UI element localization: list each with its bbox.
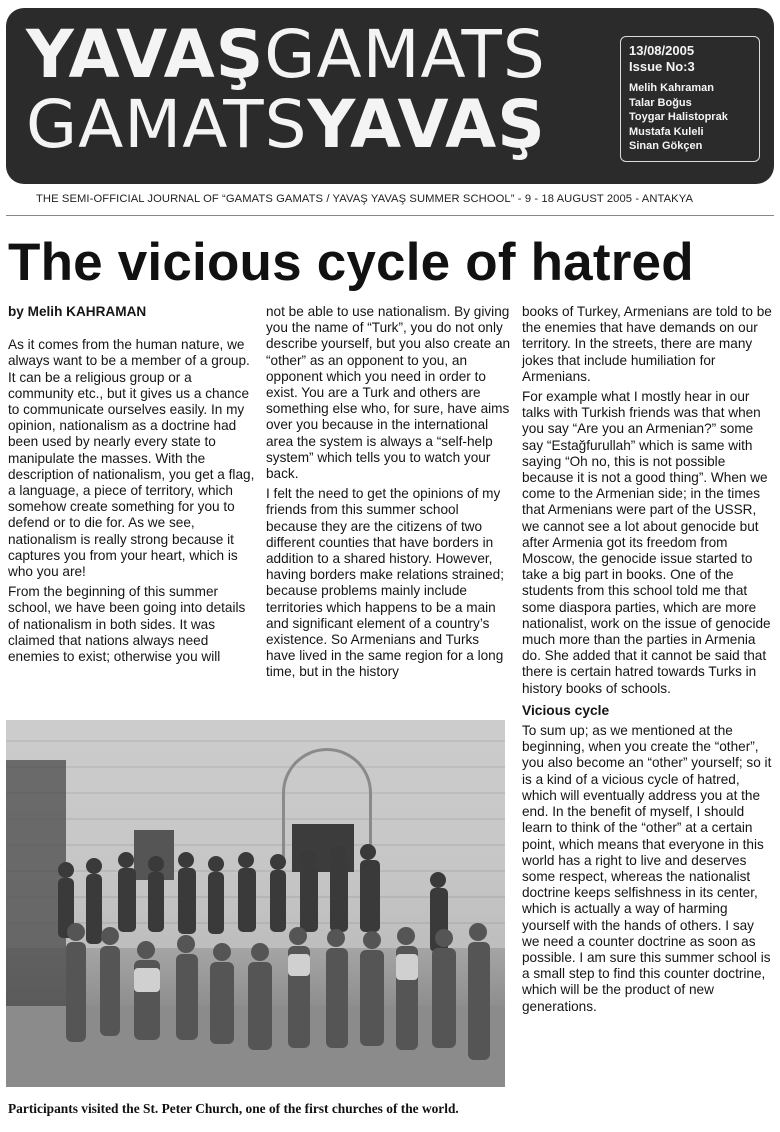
section-subhead: Vicious cycle (522, 702, 610, 718)
divider (6, 215, 774, 216)
editor-name: Toygar Halistoprak (629, 111, 728, 123)
issue-date: 13/08/2005 (629, 43, 695, 58)
byline: by Melih KAHRAMAN (8, 304, 147, 319)
paragraph: From the beginning of this summer school, we have been going into details of nationalism in both sides. It was claimed that nations always need enemies to exist; otherwise you will (8, 584, 246, 665)
paragraph: For example what I mostly hear in our talks with Turkish friends was that when you say “Are you an Armenian?” some say “Estağfurullah” which is same with saying “Oh no, this is not possible because it is not a good thing”. When we come to the Armenian side; in the times that Armenians were part of the USSR, we cannot see a lot about genocide but after Armenia got its freedom from Moscow, the genocide issue started to take a big part in books. One of the students from this school told me that some diaspora parties, which are more nationalist, work on the issue of genocide much more than the parties in Armenia do. She added that it cannot be said that there is certain hatred towards Turks in history books of schools. (522, 389, 771, 696)
masthead-title-line-2 (26, 86, 546, 163)
masthead-title-light-1: GAMATS (264, 16, 546, 93)
masthead-title-bold-2: YAVAŞ (307, 86, 546, 163)
paragraph: To sum up; as we mentioned at the beginning, when you create the “other”, you also become an “other” yourself; so it is a kind of a vicious cycle of hatred, which will eventually address you at the end. In the benefit of myself, I should learn to think of the “other” at a certain point, which means that everyone in this world has a right to live and deserves some respect, whereas the nationalist doctrine keeps selfishness in its center, which is actually a way of harming yourself with the hands of others. I say we need a counter doctrine as soon as possible. I am sure this summer school is a small step to find this counter doctrine, which will be the product of new generations. (522, 723, 772, 1014)
masthead-title-light-2: GAMATS (26, 86, 308, 163)
editor-list (629, 81, 751, 154)
editor-name: Sinan Gökçen (629, 140, 703, 152)
journal-tagline: THE SEMI-OFFICIAL JOURNAL OF “GAMATS GAMATS / YAVAŞ YAVAŞ SUMMER SCHOOL” - 9 - 18 AUGUST 2005 - ANTAKYA (36, 193, 694, 205)
masthead (6, 8, 774, 184)
paragraph: I felt the need to get the opinions of my friends from this summer school because they are the citizens of two different counties that have borders in addition to a shared history. However, having borders make relations strained; because problems mainly include territories which happens to be a main and significant element of a country’s existence. So Armenians and Turks have lived in the same region for a long time, but in the history (266, 486, 505, 680)
masthead-title-bold-1: YAVAŞ (26, 16, 265, 93)
article-column-3 (522, 304, 774, 1019)
editor-name: Melih Kahraman (629, 82, 714, 94)
photo-caption: Participants visited the St. Peter Church, one of the first churches of the world. (8, 1101, 459, 1116)
editor-name: Talar Boğus (629, 96, 692, 109)
article-column-1 (8, 304, 256, 669)
issue-info-box (620, 36, 760, 162)
editor-name: Mustafa Kuleli (629, 125, 704, 138)
paragraph: not be able to use nationalism. By giving you the name of “Turk”, you do not only describe yourself, but you also create an “other” as an opponent to you, an opponent which you need in order to exist. You are a Turk and others are something else who, for sure, have aims over you because in the international area the system is always a “self-help system” which tells you to watch your back. (266, 304, 511, 482)
masthead-title-line-1 (26, 16, 546, 93)
paragraph: books of Turkey, Armenians are told to be the enemies that have demands on our territory. In the streets, there are many jokes that include humiliation for Armenians. (522, 304, 772, 384)
group-photo (6, 720, 505, 1087)
issue-number: Issue No:3 (629, 59, 695, 74)
paragraph: As it comes from the human nature, we always want to be a member of a group. It can be a religious group or a community etc., but it gives us a chance to communicate ourselves easily. In my opinion, nationalism as a doctrine had been used by nearly every state to manipulate the masses. With the description of nationalism, you get a flag, a language, a piece of territory, which somehow create something for you to defend or to die for. As we see, nationalism is really strong because it captures you from your heart, which is who you are! (8, 337, 255, 580)
article-headline: The vicious cycle of hatred (8, 233, 694, 292)
group-of-people (46, 840, 505, 1080)
article-column-2 (266, 304, 512, 685)
